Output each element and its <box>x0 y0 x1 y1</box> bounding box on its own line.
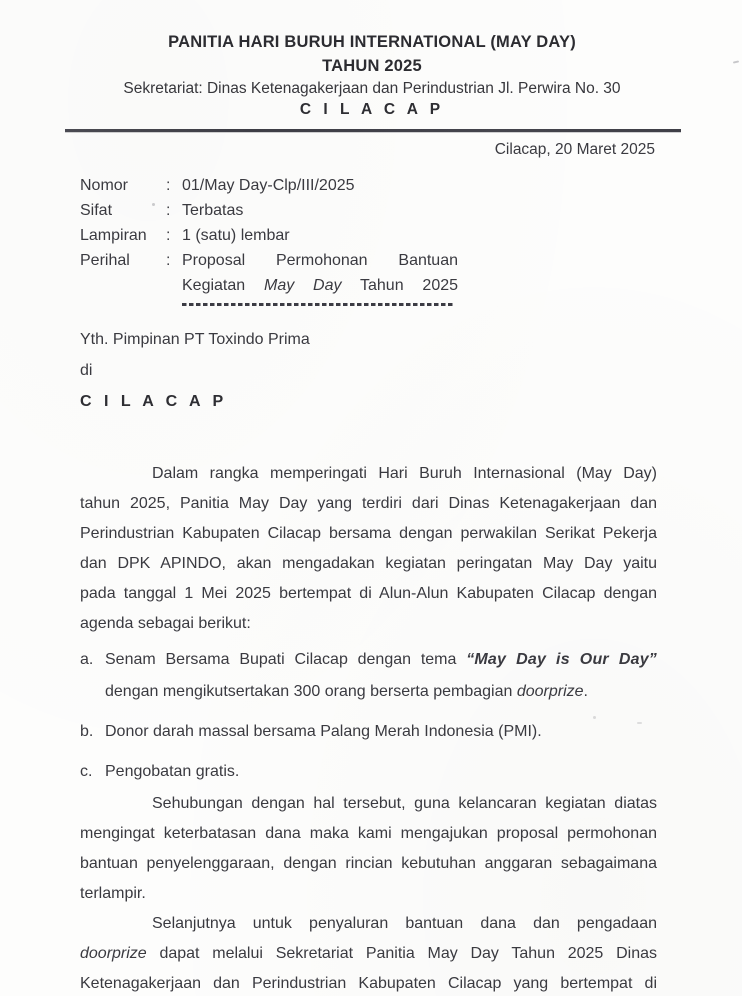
letter-meta-block <box>80 173 742 298</box>
styled-text-segment: doorprize <box>80 944 147 962</box>
body-line <box>105 716 657 748</box>
list-item-text <box>105 644 657 708</box>
text-segment: dapat melalui Sekretariat Panitia May Day Tahun 2025 Dinas <box>146 944 657 962</box>
body-line <box>80 459 657 489</box>
text-segment: Terbatas <box>182 202 244 219</box>
body-line <box>80 909 657 939</box>
text-segment: Sehubungan dengan hal tersebut, guna kelancaran kegiatan diatas <box>152 794 657 812</box>
text-segment: 01/May Day-Clp/III/2025 <box>182 177 355 194</box>
text-segment: bantuan penyelenggaraan, dengan rincian kebutuhan anggaran sebagaimana <box>80 854 657 872</box>
letterhead-title-line2: TAHUN 2025 <box>322 57 422 75</box>
text-segment: pada tanggal 1 Mei 2025 bertempat di Alun-Alun Kabupaten Cilacap dengan <box>80 584 657 602</box>
body-line <box>182 248 458 273</box>
text-segment: Dalam rangka memperingati Hari Buruh Internasional (May Day) <box>152 464 657 482</box>
list-marker: a. <box>80 650 94 668</box>
meta-colon: : <box>166 177 171 194</box>
letterhead <box>62 30 682 120</box>
body-line <box>182 273 458 298</box>
recipient-name: Yth. Pimpinan PT Toxindo Prima <box>80 330 310 348</box>
text-segment: agenda sebagai berikut: <box>80 614 251 632</box>
meta-row <box>80 198 742 223</box>
body-line <box>80 579 657 609</box>
letterhead-divider <box>65 129 681 132</box>
meta-row <box>80 223 742 248</box>
meta-value <box>182 173 458 198</box>
text-segment: Selanjutnya untuk penyaluran bantuan dana dan pengadaan <box>152 914 657 932</box>
meta-colon: : <box>166 227 171 244</box>
scan-artifact <box>152 203 155 206</box>
meta-label: Nomor <box>80 177 129 194</box>
text-segment: dengan mengikutsertakan 300 orang berserta pembagian <box>105 682 517 700</box>
body-line <box>182 173 458 198</box>
text-segment: terlampir. <box>80 884 146 902</box>
dateline: Cilacap, 20 Maret 2025 <box>494 141 655 158</box>
agenda-list-item <box>80 644 657 708</box>
body-line <box>105 676 657 708</box>
meta-colon: : <box>166 202 171 219</box>
meta-row <box>80 173 742 198</box>
list-item-text <box>105 716 657 748</box>
body-line <box>80 969 657 996</box>
body-line <box>80 789 657 819</box>
body-line <box>80 519 657 549</box>
styled-text-segment: doorprize <box>516 682 584 700</box>
body-line <box>80 879 657 909</box>
body-line <box>80 549 657 579</box>
recipient-city: C I L A C A P <box>80 392 228 410</box>
meta-label: Perihal <box>80 252 130 269</box>
recipient-block <box>80 324 742 417</box>
text-segment: Donor darah massal bersama Palang Merah Indonesia (PMI). <box>105 722 542 740</box>
text-segment: . <box>583 682 588 700</box>
agenda-list-item <box>80 756 657 788</box>
list-marker: c. <box>80 762 93 780</box>
scan-artifact <box>593 716 596 719</box>
styled-text-segment: “May Day is Our Day” <box>466 650 657 668</box>
meta-colon: : <box>166 252 171 269</box>
text-segment: Senam Bersama Bupati Cilacap dengan tema <box>105 650 467 668</box>
paragraph <box>80 789 657 909</box>
meta-value <box>182 248 458 298</box>
meta-label: Sifat <box>80 202 113 219</box>
text-segment: tahun 2025, Panitia May Day yang terdiri dari Dinas Ketenagakerjaan dan <box>80 494 657 512</box>
text-segment: Perindustrian Kabupaten Cilacap bersama dengan perwakilan Serikat Pekerja <box>80 524 657 542</box>
text-segment: Proposal Permohonan Bantuan <box>182 252 458 269</box>
body-line <box>182 198 458 223</box>
letter-body <box>80 459 657 996</box>
meta-row <box>80 248 742 298</box>
text-segment: Ketenagakerjaan dan Perindustrian Kabupaten Cilacap yang bertempat di <box>80 974 657 992</box>
body-line <box>105 644 657 676</box>
text-segment: Kegiatan <box>182 277 264 294</box>
meta-value <box>182 198 458 223</box>
scan-artifact <box>637 722 642 724</box>
letterhead-secretariat: Sekretariat: Dinas Ketenagakerjaan dan Perindustrian Jl. Perwira No. 30 <box>123 80 621 97</box>
meta-value <box>182 223 458 248</box>
recipient-di: di <box>80 361 93 379</box>
body-line <box>80 849 657 879</box>
letterhead-city: C I L A C A P <box>299 101 445 118</box>
agenda-list-item <box>80 716 657 748</box>
text-segment: mengingat keterbatasan dana maka kami mengajukan proposal permohonan <box>80 824 657 842</box>
paragraph <box>80 909 657 996</box>
perihal-underline <box>182 303 454 306</box>
meta-label: Lampiran <box>80 227 147 244</box>
text-segment: Tahun 2025 <box>341 277 459 294</box>
scan-artifact <box>733 60 739 63</box>
list-item-text <box>105 756 657 788</box>
styled-text-segment: May Day <box>263 277 342 294</box>
body-line <box>80 819 657 849</box>
text-segment: Pengobatan gratis. <box>105 762 240 780</box>
body-line <box>182 223 458 248</box>
text-segment: dan DPK APINDO, akan mengadakan kegiatan peringatan May Day yaitu <box>80 554 657 572</box>
body-line <box>105 756 657 788</box>
text-segment: 1 (satu) lembar <box>182 227 290 244</box>
body-line <box>80 939 657 969</box>
list-marker: b. <box>80 722 94 740</box>
body-line <box>80 489 657 519</box>
letterhead-title-line1: PANITIA HARI BURUH INTERNATIONAL (MAY DAY) <box>168 33 576 51</box>
paragraph <box>80 459 657 639</box>
body-line <box>80 609 657 639</box>
